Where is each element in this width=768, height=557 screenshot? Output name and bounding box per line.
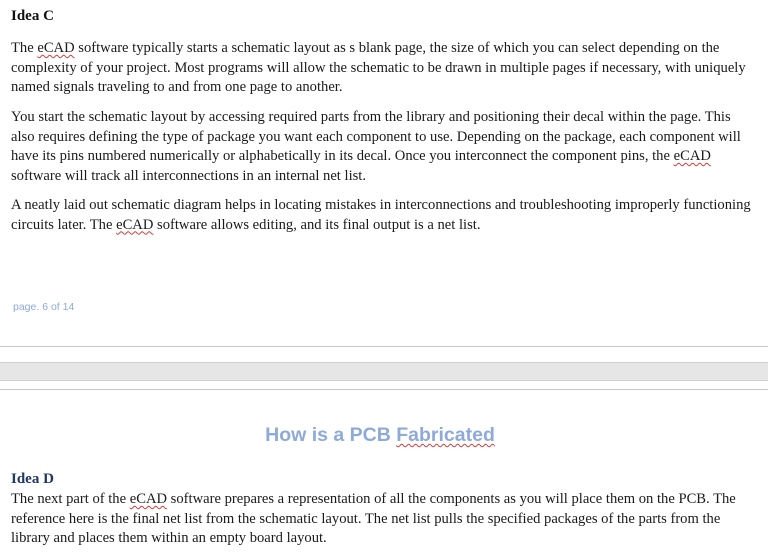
text-run: software allows editing, and its final output is a net list. bbox=[153, 216, 481, 233]
page-gap-band bbox=[0, 362, 768, 381]
text-run: A neatly laid out schematic diagram helps in locating mistakes in interconnections and troubleshooting improperly functioning circuits later. The bbox=[11, 197, 751, 233]
spelling-flagged-word[interactable]: eCAD bbox=[116, 216, 154, 233]
idea-c-paragraph-3 bbox=[11, 196, 753, 235]
page-edge-line bbox=[0, 346, 768, 347]
page-number-footer: page. 6 of 14 bbox=[13, 301, 75, 313]
idea-d-heading: Idea D bbox=[11, 471, 54, 487]
text-run: The next part of the bbox=[11, 491, 130, 507]
text-run: software will track all interconnections in an internal net list. bbox=[11, 167, 367, 184]
section-title bbox=[0, 424, 760, 447]
spelling-flagged-word[interactable]: eCAD bbox=[673, 148, 711, 164]
text-run: The bbox=[11, 40, 38, 56]
spelling-flagged-word[interactable]: eCAD bbox=[37, 40, 75, 56]
text-run: You start the schematic layout by accessing required parts from the library and positioning their decal within the page. This also requires defining the type of package you want each component to use. Depending on the package, each component will have its pins numbered numerically or alphabetically in its decal. Once you interconnect the component pins, the bbox=[11, 109, 741, 164]
title-run: How is a PCB bbox=[265, 424, 397, 446]
text-run: software typically starts a schematic layout as s blank page, the size of which you can select depending on the complexity of your project. Most programs will allow the schematic to be drawn in multiple pages if necessary, with uniquely named signals traveling to and from one page to another. bbox=[11, 40, 746, 95]
spelling-flagged-word[interactable]: eCAD bbox=[129, 491, 168, 507]
text-run: software prepares a representation of all the components as you will place them on the PCB. The reference here is the final net list from the schematic layout. The net list pulls the specified packages of the parts from the library and places them within an empty board layout. bbox=[11, 491, 736, 546]
idea-c-paragraph-2 bbox=[11, 108, 753, 186]
idea-c-heading: Idea C bbox=[11, 8, 54, 24]
idea-d-paragraph bbox=[11, 490, 753, 549]
spelling-flagged-word[interactable]: Fabricated bbox=[396, 424, 495, 446]
page-break-separator bbox=[0, 346, 768, 390]
idea-c-paragraph-1 bbox=[11, 39, 753, 98]
